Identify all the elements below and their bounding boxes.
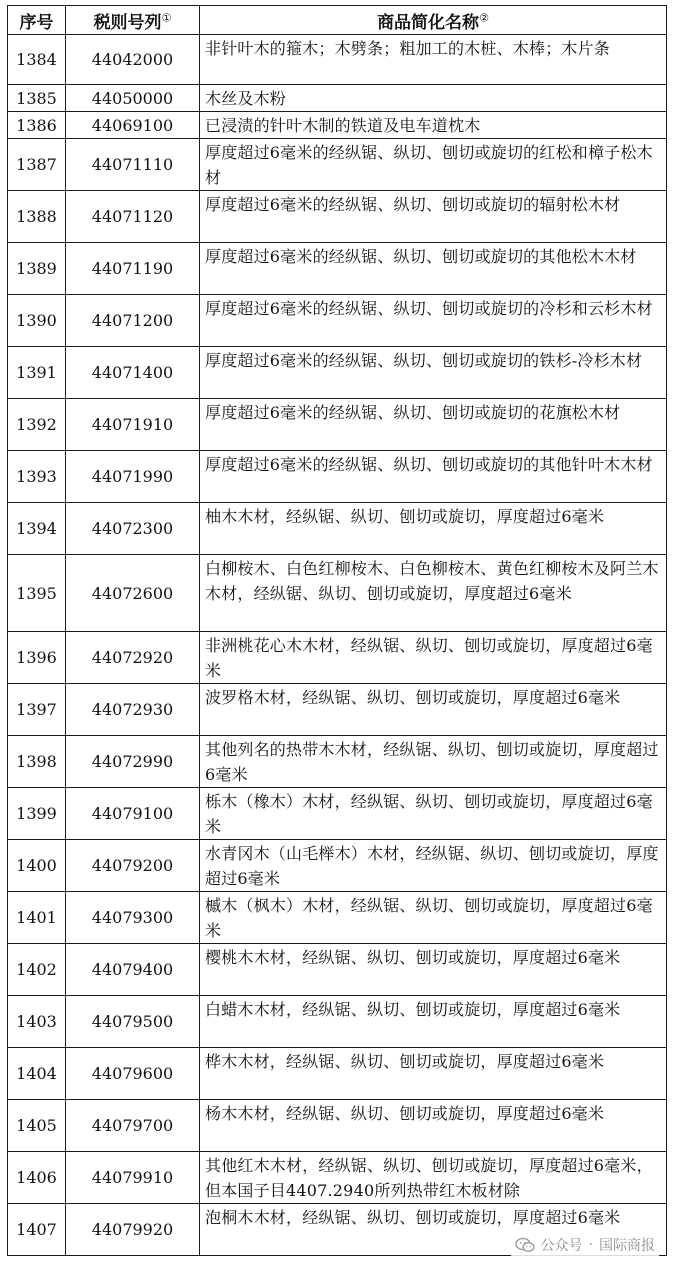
cell-name: 白柳桉木、白色红柳桉木、白色柳桉木、黄色红柳桉木及阿兰木木材，经纵锯、纵切、刨切或旋切，厚度超过6毫米 xyxy=(200,555,667,632)
cell-name: 厚度超过6毫米的经纵锯、纵切、刨切或旋切的铁杉-冷杉木材 xyxy=(200,347,667,399)
cell-seq: 1400 xyxy=(8,840,66,892)
cell-name: 厚度超过6毫米的经纵锯、纵切、刨切或旋切的其他松木木材 xyxy=(200,243,667,295)
cell-seq: 1404 xyxy=(8,1048,66,1100)
table-row xyxy=(8,555,667,632)
cell-seq: 1389 xyxy=(8,243,66,295)
cell-code: 44079300 xyxy=(66,892,200,944)
cell-name: 泡桐木木材，经纵锯、纵切、刨切或旋切，厚度超过6毫米 xyxy=(200,1204,667,1256)
table-row xyxy=(8,243,667,295)
cell-code: 44079500 xyxy=(66,996,200,1048)
cell-seq: 1405 xyxy=(8,1100,66,1152)
table-row xyxy=(8,840,667,892)
tariff-table xyxy=(7,5,667,1256)
table-row xyxy=(8,892,667,944)
cell-code: 44072920 xyxy=(66,632,200,684)
cell-seq: 1390 xyxy=(8,295,66,347)
cell-name: 已浸渍的针叶木制的铁道及电车道枕木 xyxy=(200,112,667,139)
cell-name: 厚度超过6毫米的经纵锯、纵切、刨切或旋切的冷杉和云杉木材 xyxy=(200,295,667,347)
cell-seq: 1397 xyxy=(8,684,66,736)
cell-name: 杨木木材，经纵锯、纵切、刨切或旋切，厚度超过6毫米 xyxy=(200,1100,667,1152)
table-row xyxy=(8,1048,667,1100)
cell-name: 厚度超过6毫米的经纵锯、纵切、刨切或旋切的其他针叶木木材 xyxy=(200,451,667,503)
header-seq xyxy=(8,6,66,35)
cell-name: 非洲桃花心木木材，经纵锯、纵切、刨切或旋切，厚度超过6毫米 xyxy=(200,632,667,684)
cell-name: 其他列名的热带木木材，经纵锯、纵切、刨切或旋切，厚度超过6毫米 xyxy=(200,736,667,788)
cell-seq: 1399 xyxy=(8,788,66,840)
table-row xyxy=(8,399,667,451)
cell-seq: 1407 xyxy=(8,1204,66,1256)
cell-code: 44072600 xyxy=(66,555,200,632)
cell-code: 44079920 xyxy=(66,1204,200,1256)
table-row xyxy=(8,944,667,996)
cell-code: 44071200 xyxy=(66,295,200,347)
cell-name: 柚木木材，经纵锯、纵切、刨切或旋切，厚度超过6毫米 xyxy=(200,503,667,555)
cell-seq: 1406 xyxy=(8,1152,66,1204)
cell-seq: 1386 xyxy=(8,112,66,139)
header-name-label: 商品简化名称 xyxy=(377,12,480,33)
cell-code: 44072300 xyxy=(66,503,200,555)
cell-code: 44079600 xyxy=(66,1048,200,1100)
cell-name: 厚度超过6毫米的经纵锯、纵切、刨切或旋切的辐射松木材 xyxy=(200,191,667,243)
header-code-label: 税则号列 xyxy=(93,12,162,33)
cell-name: 非针叶木的箍木；木劈条；粗加工的木桩、木棒；木片条 xyxy=(200,35,667,85)
cell-name: 其他红木木材，经纵锯、纵切、刨切或旋切，厚度超过6毫米，但本国子目4407.2940所列热带红木板材除 xyxy=(200,1152,667,1204)
cell-name: 槭木（枫木）木材，经纵锯、纵切、刨切或旋切，厚度超过6毫米 xyxy=(200,892,667,944)
table-row xyxy=(8,35,667,85)
table-row xyxy=(8,347,667,399)
table-row xyxy=(8,503,667,555)
cell-name: 波罗格木材，经纵锯、纵切、刨切或旋切，厚度超过6毫米 xyxy=(200,684,667,736)
header-name xyxy=(200,6,667,35)
header-row xyxy=(8,6,667,35)
cell-code: 44079400 xyxy=(66,944,200,996)
cell-seq: 1384 xyxy=(8,35,66,85)
cell-seq: 1388 xyxy=(8,191,66,243)
cell-code: 44071190 xyxy=(66,243,200,295)
watermark xyxy=(511,1234,659,1256)
cell-name: 白蜡木木材，经纵锯、纵切、刨切或旋切，厚度超过6毫米 xyxy=(200,996,667,1048)
cell-seq: 1398 xyxy=(8,736,66,788)
cell-code: 44071990 xyxy=(66,451,200,503)
watermark-separator: · xyxy=(588,1237,593,1253)
header-code-footnote-mark: ① xyxy=(161,10,172,24)
table-row xyxy=(8,85,667,112)
cell-seq: 1391 xyxy=(8,347,66,399)
cell-name: 水青冈木（山毛榉木）木材，经纵锯、纵切、刨切或旋切，厚度超过6毫米 xyxy=(200,840,667,892)
header-seq-label: 序号 xyxy=(19,12,54,33)
table-row xyxy=(8,996,667,1048)
cell-seq: 1393 xyxy=(8,451,66,503)
table-header xyxy=(8,6,667,35)
cell-seq: 1402 xyxy=(8,944,66,996)
cell-seq: 1387 xyxy=(8,139,66,191)
cell-name: 樱桃木木材，经纵锯、纵切、刨切或旋切，厚度超过6毫米 xyxy=(200,944,667,996)
cell-name: 桦木木材，经纵锯、纵切、刨切或旋切，厚度超过6毫米 xyxy=(200,1048,667,1100)
cell-code: 44079200 xyxy=(66,840,200,892)
cell-code: 44042000 xyxy=(66,35,200,85)
cell-name: 厚度超过6毫米的经纵锯、纵切、刨切或旋切的花旗松木材 xyxy=(200,399,667,451)
table-row xyxy=(8,1152,667,1204)
table-row xyxy=(8,295,667,347)
table-row xyxy=(8,1100,667,1152)
table-row xyxy=(8,139,667,191)
cell-code: 44071910 xyxy=(66,399,200,451)
table-row xyxy=(8,788,667,840)
cell-code: 44079100 xyxy=(66,788,200,840)
cell-code: 44079910 xyxy=(66,1152,200,1204)
table-row xyxy=(8,684,667,736)
cell-name: 木丝及木粉 xyxy=(200,85,667,112)
cell-code: 44072990 xyxy=(66,736,200,788)
cell-name: 厚度超过6毫米的经纵锯、纵切、刨切或旋切的红松和樟子松木材 xyxy=(200,139,667,191)
table-row xyxy=(8,191,667,243)
cell-code: 44079700 xyxy=(66,1100,200,1152)
cell-code: 44072930 xyxy=(66,684,200,736)
table-row xyxy=(8,451,667,503)
watermark-label: 公众号 xyxy=(540,1238,583,1254)
cell-name: 栎木（橡木）木材，经纵锯、纵切、刨切或旋切，厚度超过6毫米 xyxy=(200,788,667,840)
wechat-icon xyxy=(515,1237,535,1253)
cell-code: 44071120 xyxy=(66,191,200,243)
cell-code: 44071400 xyxy=(66,347,200,399)
cell-seq: 1401 xyxy=(8,892,66,944)
cell-code: 44069100 xyxy=(66,112,200,139)
cell-seq: 1395 xyxy=(8,555,66,632)
header-name-footnote-mark: ② xyxy=(479,10,489,24)
cell-seq: 1385 xyxy=(8,85,66,112)
cell-seq: 1394 xyxy=(8,503,66,555)
table-body xyxy=(8,35,667,1256)
table-row xyxy=(8,112,667,139)
cell-seq: 1392 xyxy=(8,399,66,451)
cell-code: 44071110 xyxy=(66,139,200,191)
watermark-account: 国际商报 xyxy=(599,1238,655,1254)
table-row xyxy=(8,632,667,684)
header-code xyxy=(66,6,200,35)
cell-seq: 1396 xyxy=(8,632,66,684)
cell-seq: 1403 xyxy=(8,996,66,1048)
cell-code: 44050000 xyxy=(66,85,200,112)
table-row xyxy=(8,736,667,788)
